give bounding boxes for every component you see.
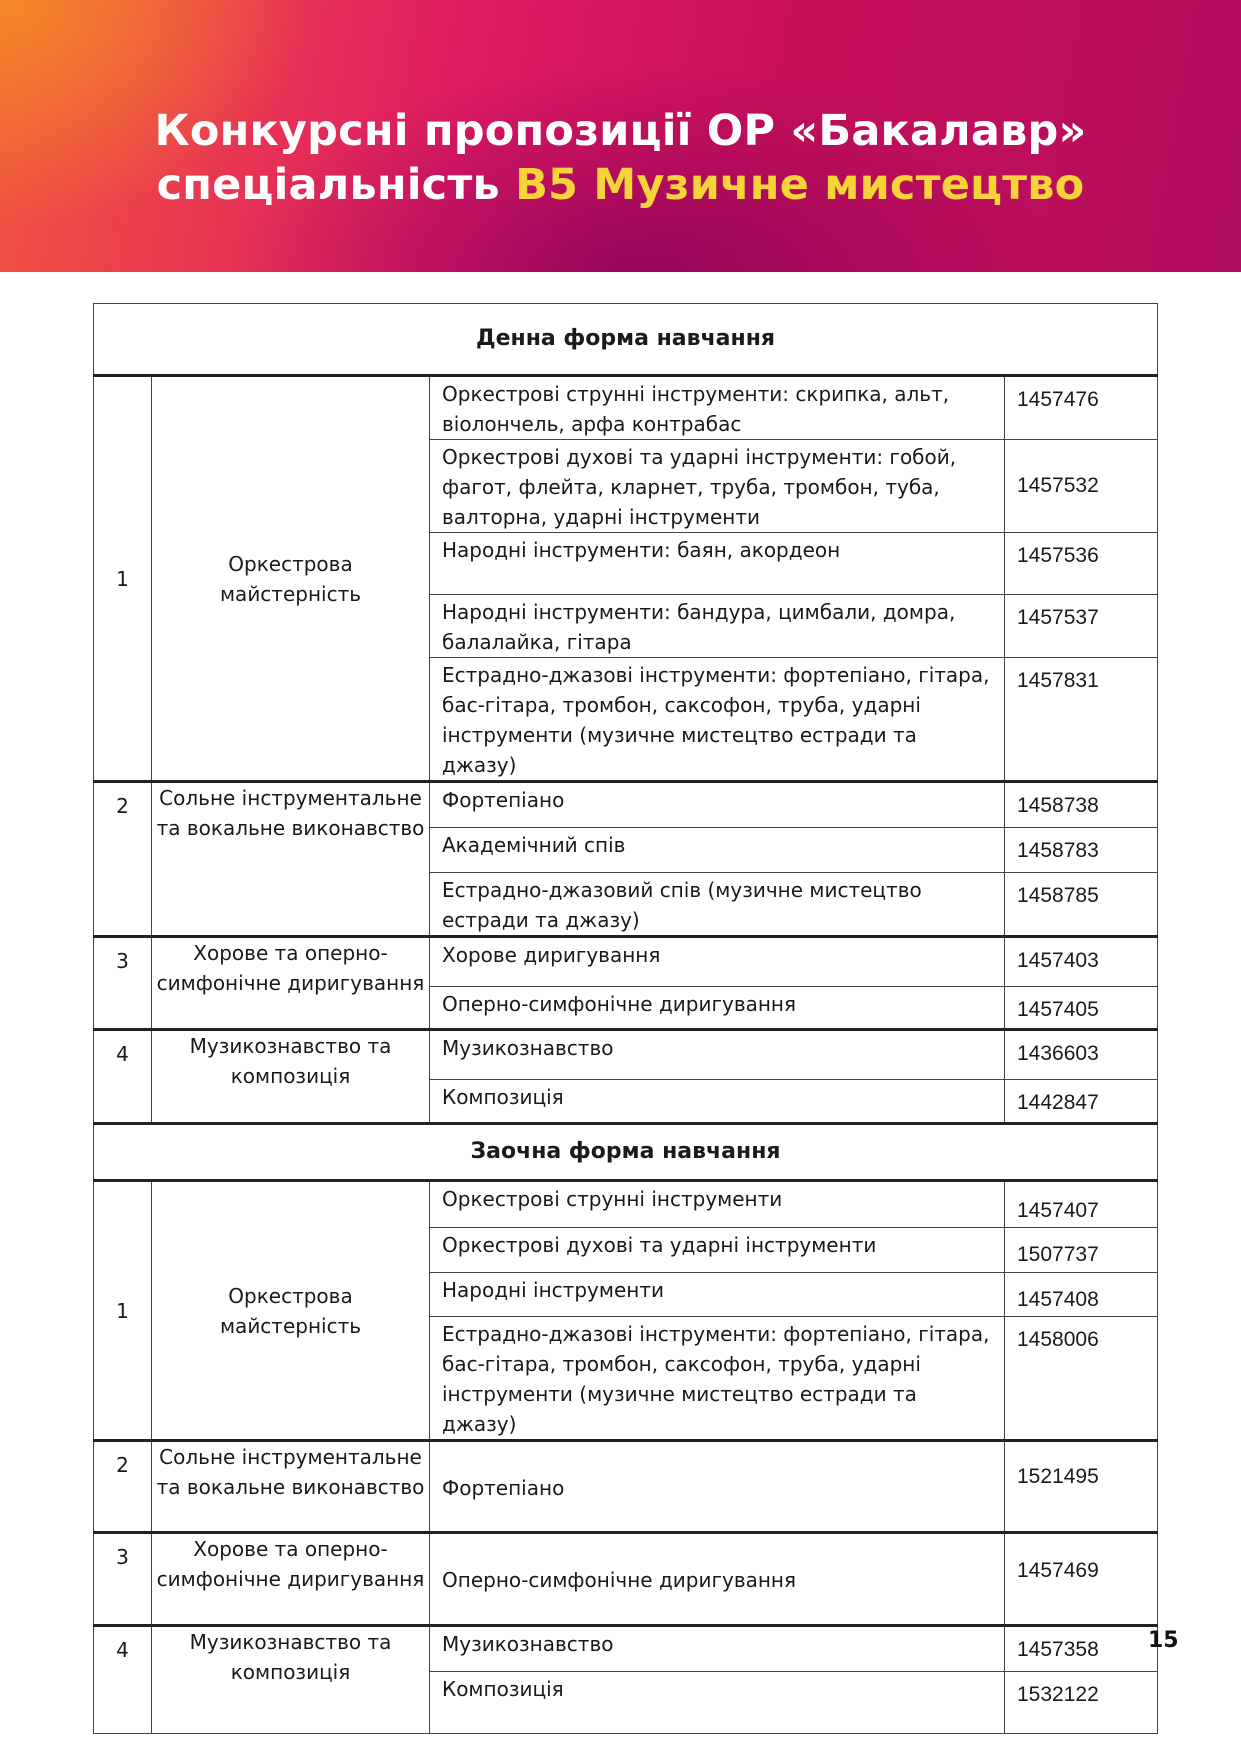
- code-cell: 1457831: [1005, 658, 1158, 782]
- group-number: 1: [94, 1181, 152, 1441]
- code-cell: 1507737: [1005, 1228, 1158, 1273]
- specialization-cell: Сольне інструментальне та вокальне виконавство: [152, 1441, 430, 1533]
- specialization-cell: Сольне інструментальне та вокальне виконавство: [152, 782, 430, 937]
- header-banner: [0, 0, 1241, 272]
- specialization-cell: Оркестрова майстерність: [152, 1181, 430, 1441]
- group-number: 3: [94, 1533, 152, 1626]
- code-cell: 1521495: [1005, 1441, 1158, 1533]
- program-cell: Естрадно-джазовий спів (музичне мистецтво естради та джазу): [430, 873, 1005, 937]
- code-cell: 1457358: [1005, 1626, 1158, 1672]
- group-number: 4: [94, 1030, 152, 1124]
- program-cell: Оперно-симфонічне диригування: [430, 987, 1005, 1030]
- code-cell: 1458006: [1005, 1317, 1158, 1441]
- program-cell: Народні інструменти: бандура, цимбали, домра, балалайка, гітара: [430, 595, 1005, 658]
- specialization-cell: Хорове та оперно-симфонічне диригування: [152, 937, 430, 1030]
- section-title: Денна форма навчання: [94, 304, 1158, 376]
- program-cell: Оркестрові струнні інструменти: скрипка, альт, віолончель, арфа контрабас: [430, 376, 1005, 440]
- title-prefix: спеціальність: [156, 160, 516, 210]
- program-cell: Народні інструменти: баян, акордеон: [430, 533, 1005, 595]
- group-number: 2: [94, 782, 152, 937]
- program-cell: Народні інструменти: [430, 1273, 1005, 1317]
- code-cell: 1458783: [1005, 828, 1158, 873]
- title-specialty: В5 Музичне мистецтво: [515, 160, 1085, 210]
- group-number: 4: [94, 1626, 152, 1734]
- offers-table: [93, 303, 1158, 1734]
- table-row: [94, 1626, 1158, 1672]
- table-row: [94, 937, 1158, 987]
- page-number: 15: [1148, 1628, 1179, 1653]
- specialization-cell: Музикознавство та композиція: [152, 1030, 430, 1124]
- program-cell: Естрадно-джазові інструменти: фортепіано, гітара, бас-гітара, тромбон, саксофон, труба, ударні інструменти (музичне мистецтво естради та джазу): [430, 658, 1005, 782]
- section-header-extramural: [94, 1124, 1158, 1181]
- code-cell: 1532122: [1005, 1672, 1158, 1734]
- code-cell: 1457476: [1005, 376, 1158, 440]
- program-cell: Оркестрові духові та ударні інструменти: [430, 1228, 1005, 1273]
- table-row: [94, 1533, 1158, 1626]
- program-cell: Оркестрові струнні інструменти: [430, 1181, 1005, 1228]
- program-cell: Хорове диригування: [430, 937, 1005, 987]
- group-number: 1: [94, 376, 152, 782]
- program-cell: Фортепіано: [430, 1441, 1005, 1533]
- code-cell: 1457408: [1005, 1273, 1158, 1317]
- specialization-cell: Музикознавство та композиція: [152, 1626, 430, 1734]
- page-title-line2: [0, 160, 1241, 210]
- table-row: [94, 376, 1158, 440]
- table-row: [94, 782, 1158, 828]
- code-cell: 1457536: [1005, 533, 1158, 595]
- program-cell: Фортепіано: [430, 782, 1005, 828]
- program-cell: Музикознавство: [430, 1030, 1005, 1080]
- code-cell: 1457407: [1005, 1181, 1158, 1228]
- program-cell: Естрадно-джазові інструменти: фортепіано, гітара, бас-гітара, тромбон, саксофон, труба, ударні інструменти (музичне мистецтво естради та джазу): [430, 1317, 1005, 1441]
- code-cell: 1457403: [1005, 937, 1158, 987]
- group-number: 2: [94, 1441, 152, 1533]
- page-title-line1: Конкурсні пропозиції ОР «Бакалавр»: [154, 106, 1087, 156]
- section-title: Заочна форма навчання: [94, 1124, 1158, 1181]
- code-cell: 1457405: [1005, 987, 1158, 1030]
- code-cell: 1458785: [1005, 873, 1158, 937]
- specialization-cell: Хорове та оперно-симфонічне диригування: [152, 1533, 430, 1626]
- program-cell: Оперно-симфонічне диригування: [430, 1533, 1005, 1626]
- table-row: [94, 1181, 1158, 1228]
- table-row: [94, 1030, 1158, 1080]
- code-cell: 1457469: [1005, 1533, 1158, 1626]
- program-cell: Оркестрові духові та ударні інструменти: гобой, фагот, флейта, кларнет, труба, тромбон, туба, валторна, ударні інструменти: [430, 440, 1005, 533]
- specialization-cell: Оркестрова майстерність: [152, 376, 430, 782]
- group-number: 3: [94, 937, 152, 1030]
- code-cell: 1457532: [1005, 440, 1158, 533]
- program-cell: Композиція: [430, 1672, 1005, 1734]
- program-cell: Музикознавство: [430, 1626, 1005, 1672]
- program-cell: Академічний спів: [430, 828, 1005, 873]
- program-cell: Композиція: [430, 1080, 1005, 1124]
- section-header-day: [94, 304, 1158, 376]
- table-row: [94, 1441, 1158, 1533]
- code-cell: 1436603: [1005, 1030, 1158, 1080]
- code-cell: 1457537: [1005, 595, 1158, 658]
- code-cell: 1458738: [1005, 782, 1158, 828]
- code-cell: 1442847: [1005, 1080, 1158, 1124]
